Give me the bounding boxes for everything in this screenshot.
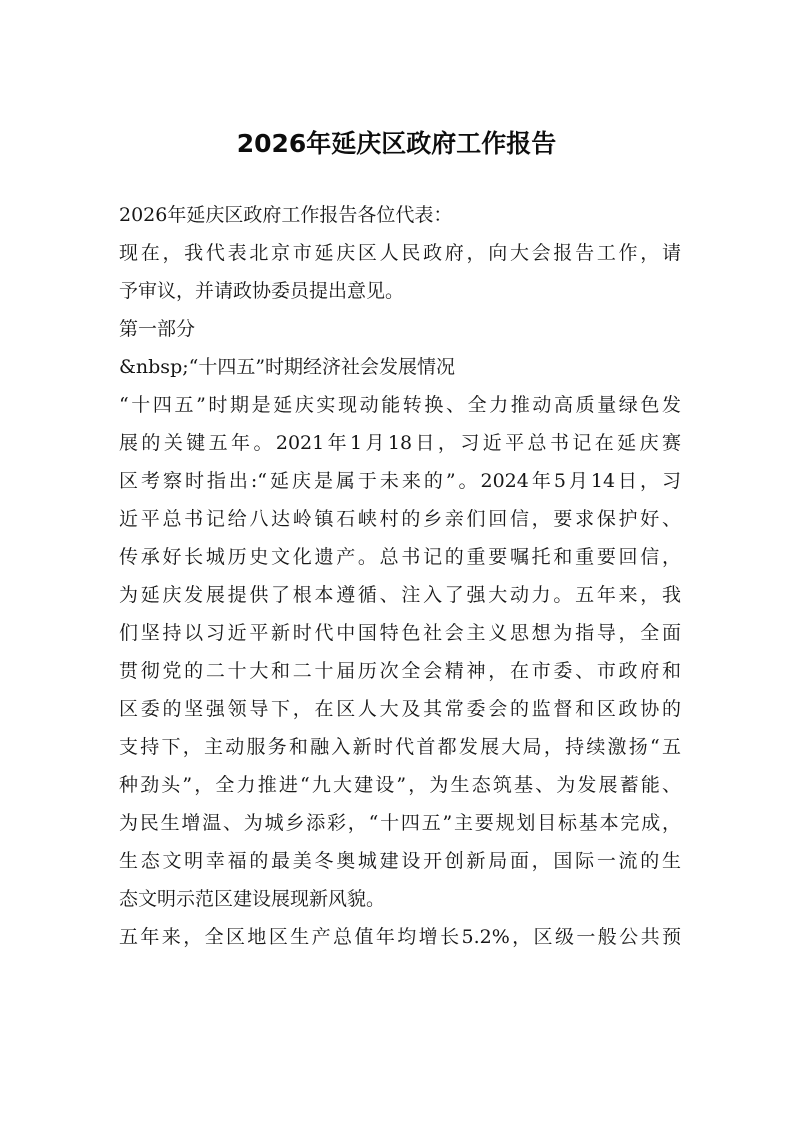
body-line: “十四五”时期是延庆实现动能转换、全力推动高质量绿色发: [119, 394, 681, 416]
body-line: 们坚持以习近平新时代中国特色社会主义思想为指导，全面: [119, 622, 681, 644]
body-line: 区委的坚强领导下，在区人大及其常委会的监督和区政协的: [119, 698, 681, 720]
salutation-line: 2026年延庆区政府工作报告各位代表：: [119, 204, 453, 226]
body-line: 展的关键五年。2021年1月18日，习近平总书记在延庆赛: [119, 432, 681, 454]
body-line: 现在，我代表北京市延庆区人民政府，向大会报告工作，请: [119, 242, 681, 264]
body-line: 为民生增温、为城乡添彩，“十四五”主要规划目标基本完成，: [119, 812, 681, 834]
section-heading: 第一部分: [119, 318, 196, 340]
section-subheading: &nbsp;“十四五”时期经济社会发展情况: [119, 356, 456, 378]
body-line: 贯彻党的二十大和二十届历次全会精神，在市委、市政府和: [119, 660, 681, 682]
document-body: [119, 196, 681, 956]
document-title: 2026年延庆区政府工作报告: [236, 129, 557, 158]
body-line: 予审议，并请政协委员提出意见。: [119, 280, 405, 302]
body-line: 五年来，全区地区生产总值年均增长5.2%，区级一般公共预: [119, 926, 681, 948]
body-line: 为延庆发展提供了根本遵循、注入了强大动力。五年来，我: [119, 584, 681, 606]
body-line: 区考察时指出:“延庆是属于未来的”。2024年5月14日，习: [119, 470, 681, 492]
body-line: 生态文明幸福的最美冬奥城建设开创新局面，国际一流的生: [119, 850, 681, 872]
body-line: 态文明示范区建设展现新风貌。: [119, 888, 386, 910]
body-line: 传承好长城历史文化遗产。总书记的重要嘱托和重要回信，: [119, 546, 681, 568]
body-line: 支持下，主动服务和融入新时代首都发展大局，持续激扬“五: [119, 736, 681, 758]
body-line: 种劲头”，全力推进“九大建设”，为生态筑基、为发展蓄能、: [119, 774, 681, 796]
body-line: 近平总书记给八达岭镇石峡村的乡亲们回信，要求保护好、: [119, 508, 681, 530]
